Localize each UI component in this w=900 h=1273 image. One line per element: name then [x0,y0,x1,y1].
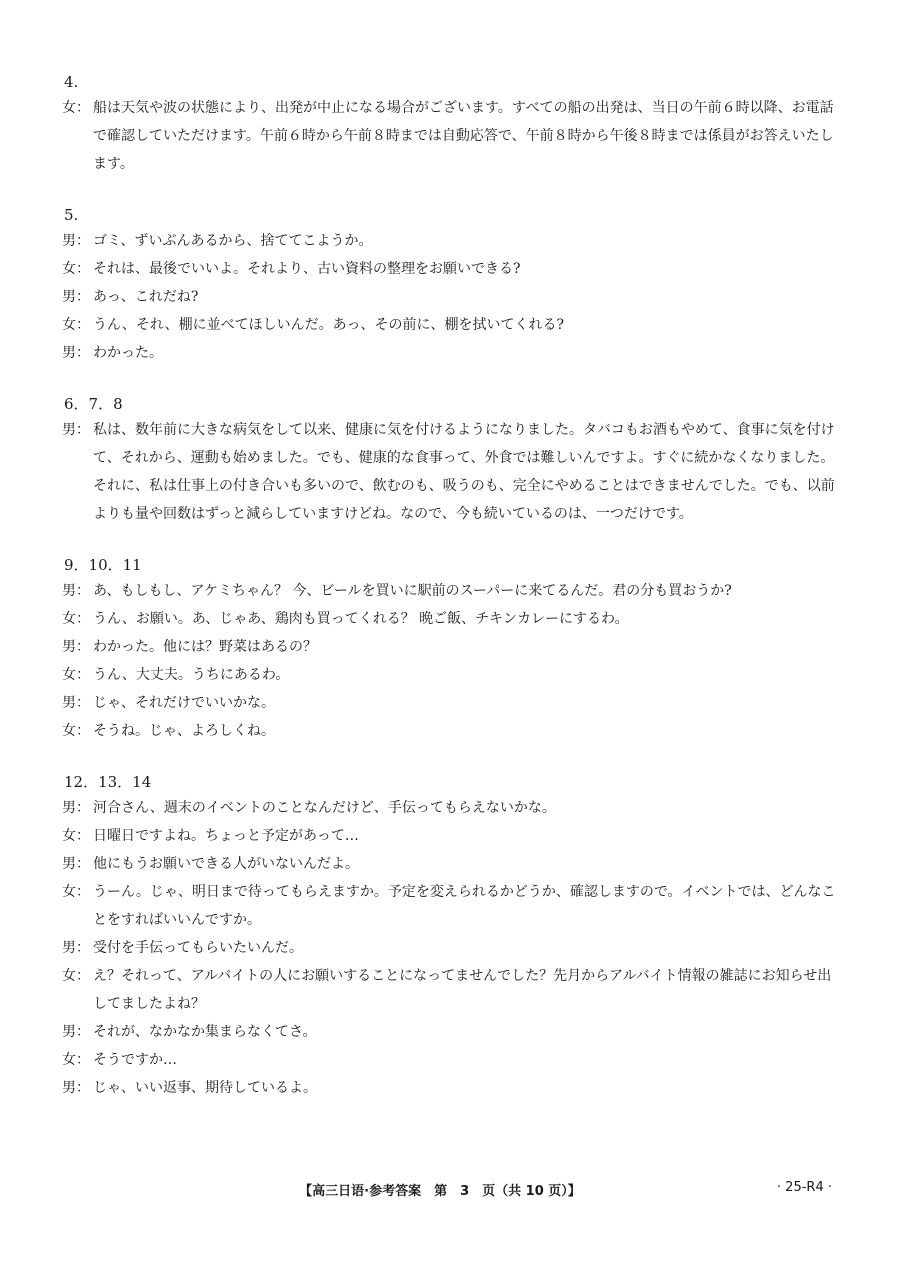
dialogue-line [62,227,840,255]
dialogue-line [62,311,840,339]
transcript-content [62,70,840,1102]
dialogue-line [62,661,840,689]
dialogue-text: 私は、数年前に大きな病気をして以来、健康に気を付けるようになりました。タバコもお酒もやめて、食事に気を付けて、それから、運動も始めました。でも、健康的な食事って、外食では難しいんですよ。すぐに続かなくなりました。それに、私は仕事上の付き合いも多いので、飲むのも、吸うのも、完全にやめることはできませんでした。でも、以前よりも量や回数はずっと減らしていますけどね。なので、今も続いているのは、一つだけです。 [93,422,835,522]
question-number: 9．10．11 [64,556,142,574]
dialogue-line [62,255,840,283]
dialogue-line [62,605,840,633]
footer-page-info: 【高三日语·参考答案 第 3 页（共 10 页）】 [299,1184,581,1199]
speaker-label: 男： [62,1024,90,1040]
speaker-label: 男： [62,639,90,655]
dialogue-line [62,1018,840,1046]
speaker-label: 男： [62,289,90,305]
dialogue-text: 河合さん、週末のイベントのことなんだけど、手伝ってもらえないかな。 [93,800,556,816]
speaker-label: 男： [62,856,90,872]
speaker-label: 女： [62,611,90,627]
dialogue-line [62,577,840,605]
dialogue-line [62,962,840,1018]
dialogue-line [62,689,840,717]
dialogue-text: うん、大丈夫。うちにあるわ。 [93,667,290,683]
dialogue-text: うーん。じゃ、明日まで待ってもらえますか。予定を変えられるかどうか、確認しますので。イベントでは、どんなことをすればいいんですか。 [93,884,836,928]
question-section [62,553,840,745]
dialogue-line [62,1074,840,1102]
dialogue-text: ゴミ、ずいぶんあるから、捨ててこようか。 [93,233,373,249]
dialogue-line [62,1046,840,1074]
dialogue-line [62,822,840,850]
dialogue-line [62,339,840,367]
dialogue-text: そうね。じゃ、よろしくね。 [93,723,275,739]
question-section [62,70,840,178]
dialogue-text: それは、最後でいいよ。それより、古い資料の整理をお願いできる? [93,261,521,277]
speaker-label: 女： [62,100,90,116]
dialogue-text: うん、お願い。あ、じゃあ、鶏肉も買ってくれる？ 晩ご飯、チキンカレーにするわ。 [93,611,629,627]
dialogue-text: わかった。他には？野菜はあるの？ [93,639,317,655]
dialogue-text: 船は天気や波の状態により、出発が中止になる場合がございます。すべての船の出発は、当日の午前６時以降、お電話で確認していただけます。午前６時から午前８時までは自動応答で、午前８時から午後８時までは係員がお答えいたします。 [93,100,834,172]
dialogue-line [62,850,840,878]
speaker-label: 女： [62,968,90,984]
question-number: 5. [64,206,79,224]
question-number: 12．13．14 [64,773,152,791]
dialogue-text: え？それって、アルバイトの人にお願いすることになってませんでした？先月からアルバイト情報の雑誌にお知らせ出してましたよね？ [93,968,832,1012]
question-section [62,203,840,367]
speaker-label: 男： [62,800,90,816]
speaker-label: 女： [62,261,90,277]
speaker-label: 男： [62,940,90,956]
dialogue-text: 日曜日ですよね。ちょっと予定があって… [93,828,359,844]
dialogue-line [62,283,840,311]
dialogue-line [62,878,840,934]
dialogue-line [62,717,840,745]
question-section [62,770,840,1102]
question-section [62,392,840,528]
speaker-label: 女： [62,884,90,900]
dialogue-line [62,934,840,962]
dialogue-line [62,416,840,528]
dialogue-text: わかった。 [93,345,163,361]
speaker-label: 女： [62,1052,90,1068]
speaker-label: 男： [62,422,90,438]
speaker-label: 男： [62,1080,90,1096]
speaker-label: 女： [62,667,90,683]
speaker-label: 女： [62,317,90,333]
dialogue-line [62,794,840,822]
dialogue-line [62,94,840,178]
speaker-label: 男： [62,583,90,599]
dialogue-line [62,633,840,661]
speaker-label: 女： [62,723,90,739]
footer-code: · 25-R4 · [776,1180,832,1195]
dialogue-text: そうですか… [93,1052,177,1068]
dialogue-text: 他にもうお願いできる人がいないんだよ。 [93,856,359,872]
dialogue-text: あっ、これだね? [93,289,199,305]
dialogue-text: あ、もしもし、アケミちゃん？ 今、ビールを買いに駅前のスーパーに来てるんだ。君の分も買おうか? [93,583,732,599]
dialogue-text: 受付を手伝ってもらいたいんだ。 [93,940,303,956]
speaker-label: 男： [62,695,90,711]
dialogue-text: じゃ、いい返事、期待しているよ。 [93,1080,317,1096]
dialogue-text: それが、なかなか集まらなくてさ。 [93,1024,317,1040]
speaker-label: 女： [62,828,90,844]
speaker-label: 男： [62,233,90,249]
speaker-label: 男： [62,345,90,361]
question-number: 6．7．8 [64,395,123,413]
dialogue-text: うん、それ、棚に並べてほしいんだ。あっ、その前に、棚を拭いてくれる? [93,317,565,333]
question-number: 4. [64,73,79,91]
dialogue-text: じゃ、それだけでいいかな。 [93,695,275,711]
